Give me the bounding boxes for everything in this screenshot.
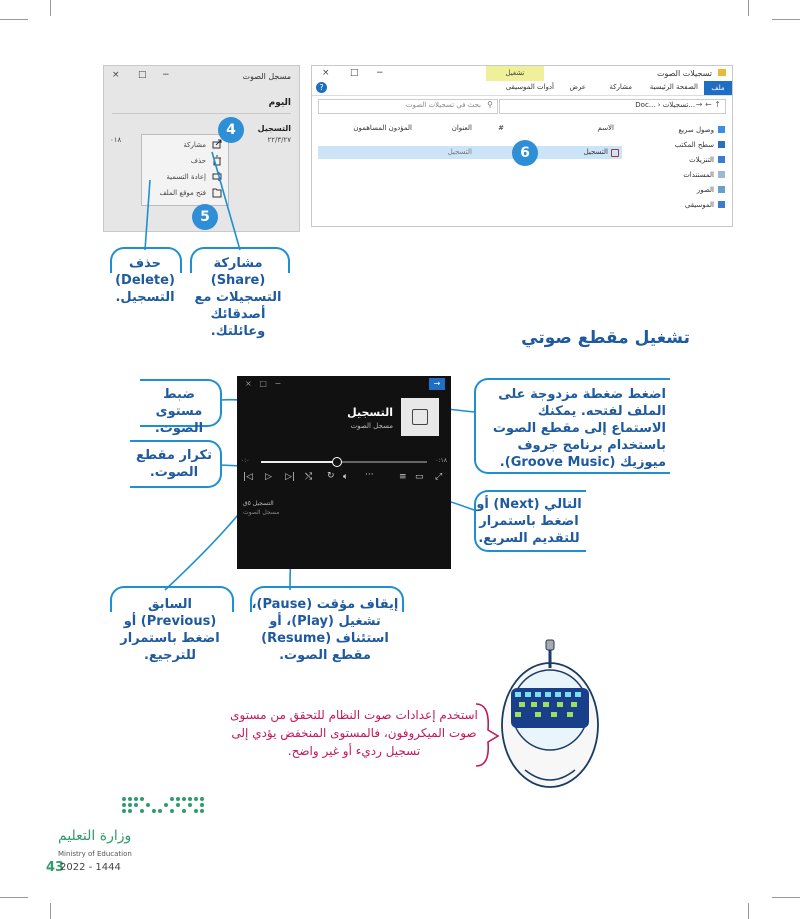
search-icon: ⚲ <box>487 100 493 109</box>
microphone-illustration <box>485 630 615 795</box>
queue-track-title: التسجيل ٥ق <box>243 500 274 507</box>
section-today: اليوم <box>268 98 291 108</box>
callout-next-text: التالي (Next) أو اضغط باستمرار للتقديم السريع. <box>476 497 582 546</box>
nav-item-music[interactable]: الموسيقى <box>684 201 714 209</box>
volume-button[interactable]: 🔈︎ <box>343 472 349 482</box>
window-title: تسجيلات الصوت <box>656 69 712 78</box>
nav-item-quick-access[interactable]: وصول سريع <box>678 126 714 134</box>
search-placeholder: بحث في تسجيلات الصوت <box>405 101 481 109</box>
callout-double-click-text: اضغط ضغطة مزدوجة على الملف لفتحه. يمكنك الاستماع إلى مقطع الصوت باستخدام برنامج جروف ميوزيك (Groove Music). <box>492 387 666 470</box>
next-button[interactable]: ▷| <box>285 472 295 482</box>
tip-text: استخدم إعدادات صوت النظام للتحقق من مستوى صوت الميكروفون، فالمستوى المنخفض يؤدي إلى تسجيل رديء أو غير واضح. <box>230 708 478 758</box>
ministry-name-ar: وزارة التعليم <box>58 828 132 844</box>
column-name[interactable]: الاسم <box>597 124 614 132</box>
tab-share[interactable]: مشاركة <box>609 83 632 91</box>
tab-music-tools[interactable]: أدوات الموسيقى <box>505 83 554 91</box>
nav-arrows-icon[interactable]: → ← ↑ <box>695 100 721 109</box>
tab-file[interactable]: ملف <box>704 81 732 95</box>
seek-bar[interactable] <box>261 461 427 463</box>
callout-share-text: مشاركة (Share) التسجيلات مع أصدقائك وعائلتك. <box>194 256 282 339</box>
window-maximize-button[interactable]: □ <box>350 68 359 78</box>
column-contributing-artists[interactable]: المؤدون المساهمون <box>353 124 412 132</box>
window-title: مسجل الصوت <box>242 72 291 81</box>
groove-music-player <box>237 376 451 569</box>
address-path: Doc... › تسجيلات... <box>635 101 695 109</box>
player-track-title: التسجيل <box>347 406 393 419</box>
contextual-tab-play[interactable]: تشغيل <box>486 66 544 81</box>
window-minimize-button[interactable]: − <box>376 68 384 78</box>
help-icon[interactable]: ? <box>316 82 327 93</box>
expand-icon[interactable]: → <box>429 378 445 390</box>
album-art <box>401 398 439 436</box>
play-button[interactable]: ▷ <box>265 472 272 482</box>
file-title: التسجيل <box>447 148 472 156</box>
mini-view-icon[interactable]: ▭ <box>415 472 424 482</box>
window-minimize-button[interactable]: − <box>162 70 170 80</box>
callout-repeat-text: تكرار مقطع الصوت. <box>136 448 212 480</box>
window-maximize-button[interactable]: □ <box>138 70 147 80</box>
section-heading: تشغيل مقطع صوتي <box>521 328 690 348</box>
menu-item-open-location[interactable]: فتح موقع الملف <box>159 189 206 197</box>
connector-share <box>212 152 240 250</box>
menu-item-rename[interactable]: إعادة التسمية <box>166 173 206 181</box>
fullscreen-icon[interactable]: ⤢ <box>435 472 443 482</box>
shuffle-button[interactable]: ⤭ <box>305 472 313 482</box>
step-badge-4: 4 <box>218 117 244 143</box>
callout-previous-text: السابق (Previous) أو اضغط باستمرار للترجيع. <box>120 597 220 663</box>
queue-track-sub: مسجل الصوت <box>243 509 280 516</box>
speaker-icon <box>412 409 428 425</box>
time-total: ٠:١٨ <box>435 457 447 464</box>
time-elapsed: ٠:٠ <box>241 457 250 464</box>
player-window-controls: × □ − <box>245 379 282 388</box>
nav-item-pictures[interactable]: الصور <box>696 186 714 194</box>
step-badge-6: 6 <box>512 140 538 166</box>
tab-view[interactable]: عرض <box>569 83 586 91</box>
file-name: التسجيل <box>583 148 608 156</box>
nav-item-downloads[interactable]: التنزيلات <box>689 156 714 164</box>
callout-volume-text: ضبط مستوى الصوت. <box>154 387 204 436</box>
column-number[interactable]: # <box>498 124 504 132</box>
ministry-name-en: Ministry of Education <box>58 850 132 858</box>
nav-item-documents[interactable]: المستندات <box>683 171 714 179</box>
previous-button[interactable]: |◁ <box>243 472 253 482</box>
seek-fill <box>261 461 336 463</box>
menu-item-share[interactable]: مشاركة <box>183 141 206 149</box>
more-options-button[interactable]: ··· <box>365 470 374 480</box>
nav-item-desktop[interactable]: سطح المكتب <box>674 141 714 149</box>
column-title[interactable]: العنوان <box>451 124 472 132</box>
step-badge-5: 5 <box>192 204 218 230</box>
page-number: 43 <box>46 860 65 875</box>
seek-thumb[interactable] <box>332 457 342 467</box>
recording-date: ٢٢/٣/٢٧ <box>267 136 291 144</box>
callout-play-text: إيقاف مؤقت (Pause)، تشغيل (Play)، أو استئناف (Resume) مقطع الصوت. <box>251 597 399 663</box>
recording-duration: ٠١٨ <box>110 136 122 144</box>
window-close-button[interactable]: × <box>322 68 330 78</box>
tab-home[interactable]: الصفحة الرئيسية <box>649 83 698 91</box>
recording-name[interactable]: التسجيل <box>257 124 291 133</box>
menu-item-delete[interactable]: حذف <box>190 157 206 165</box>
connector-delete <box>145 180 150 250</box>
callout-delete-text: حذف (Delete) التسجيل. <box>115 256 175 305</box>
year-label: 2022 - 1444 <box>60 862 121 873</box>
repeat-button[interactable]: ↻ <box>327 471 335 481</box>
player-track-subtitle: مسجل الصوت <box>350 422 393 430</box>
ministry-logo-dots <box>120 795 210 817</box>
window-close-button[interactable]: × <box>112 70 120 80</box>
now-playing-list-icon[interactable]: ≡ <box>399 472 407 482</box>
